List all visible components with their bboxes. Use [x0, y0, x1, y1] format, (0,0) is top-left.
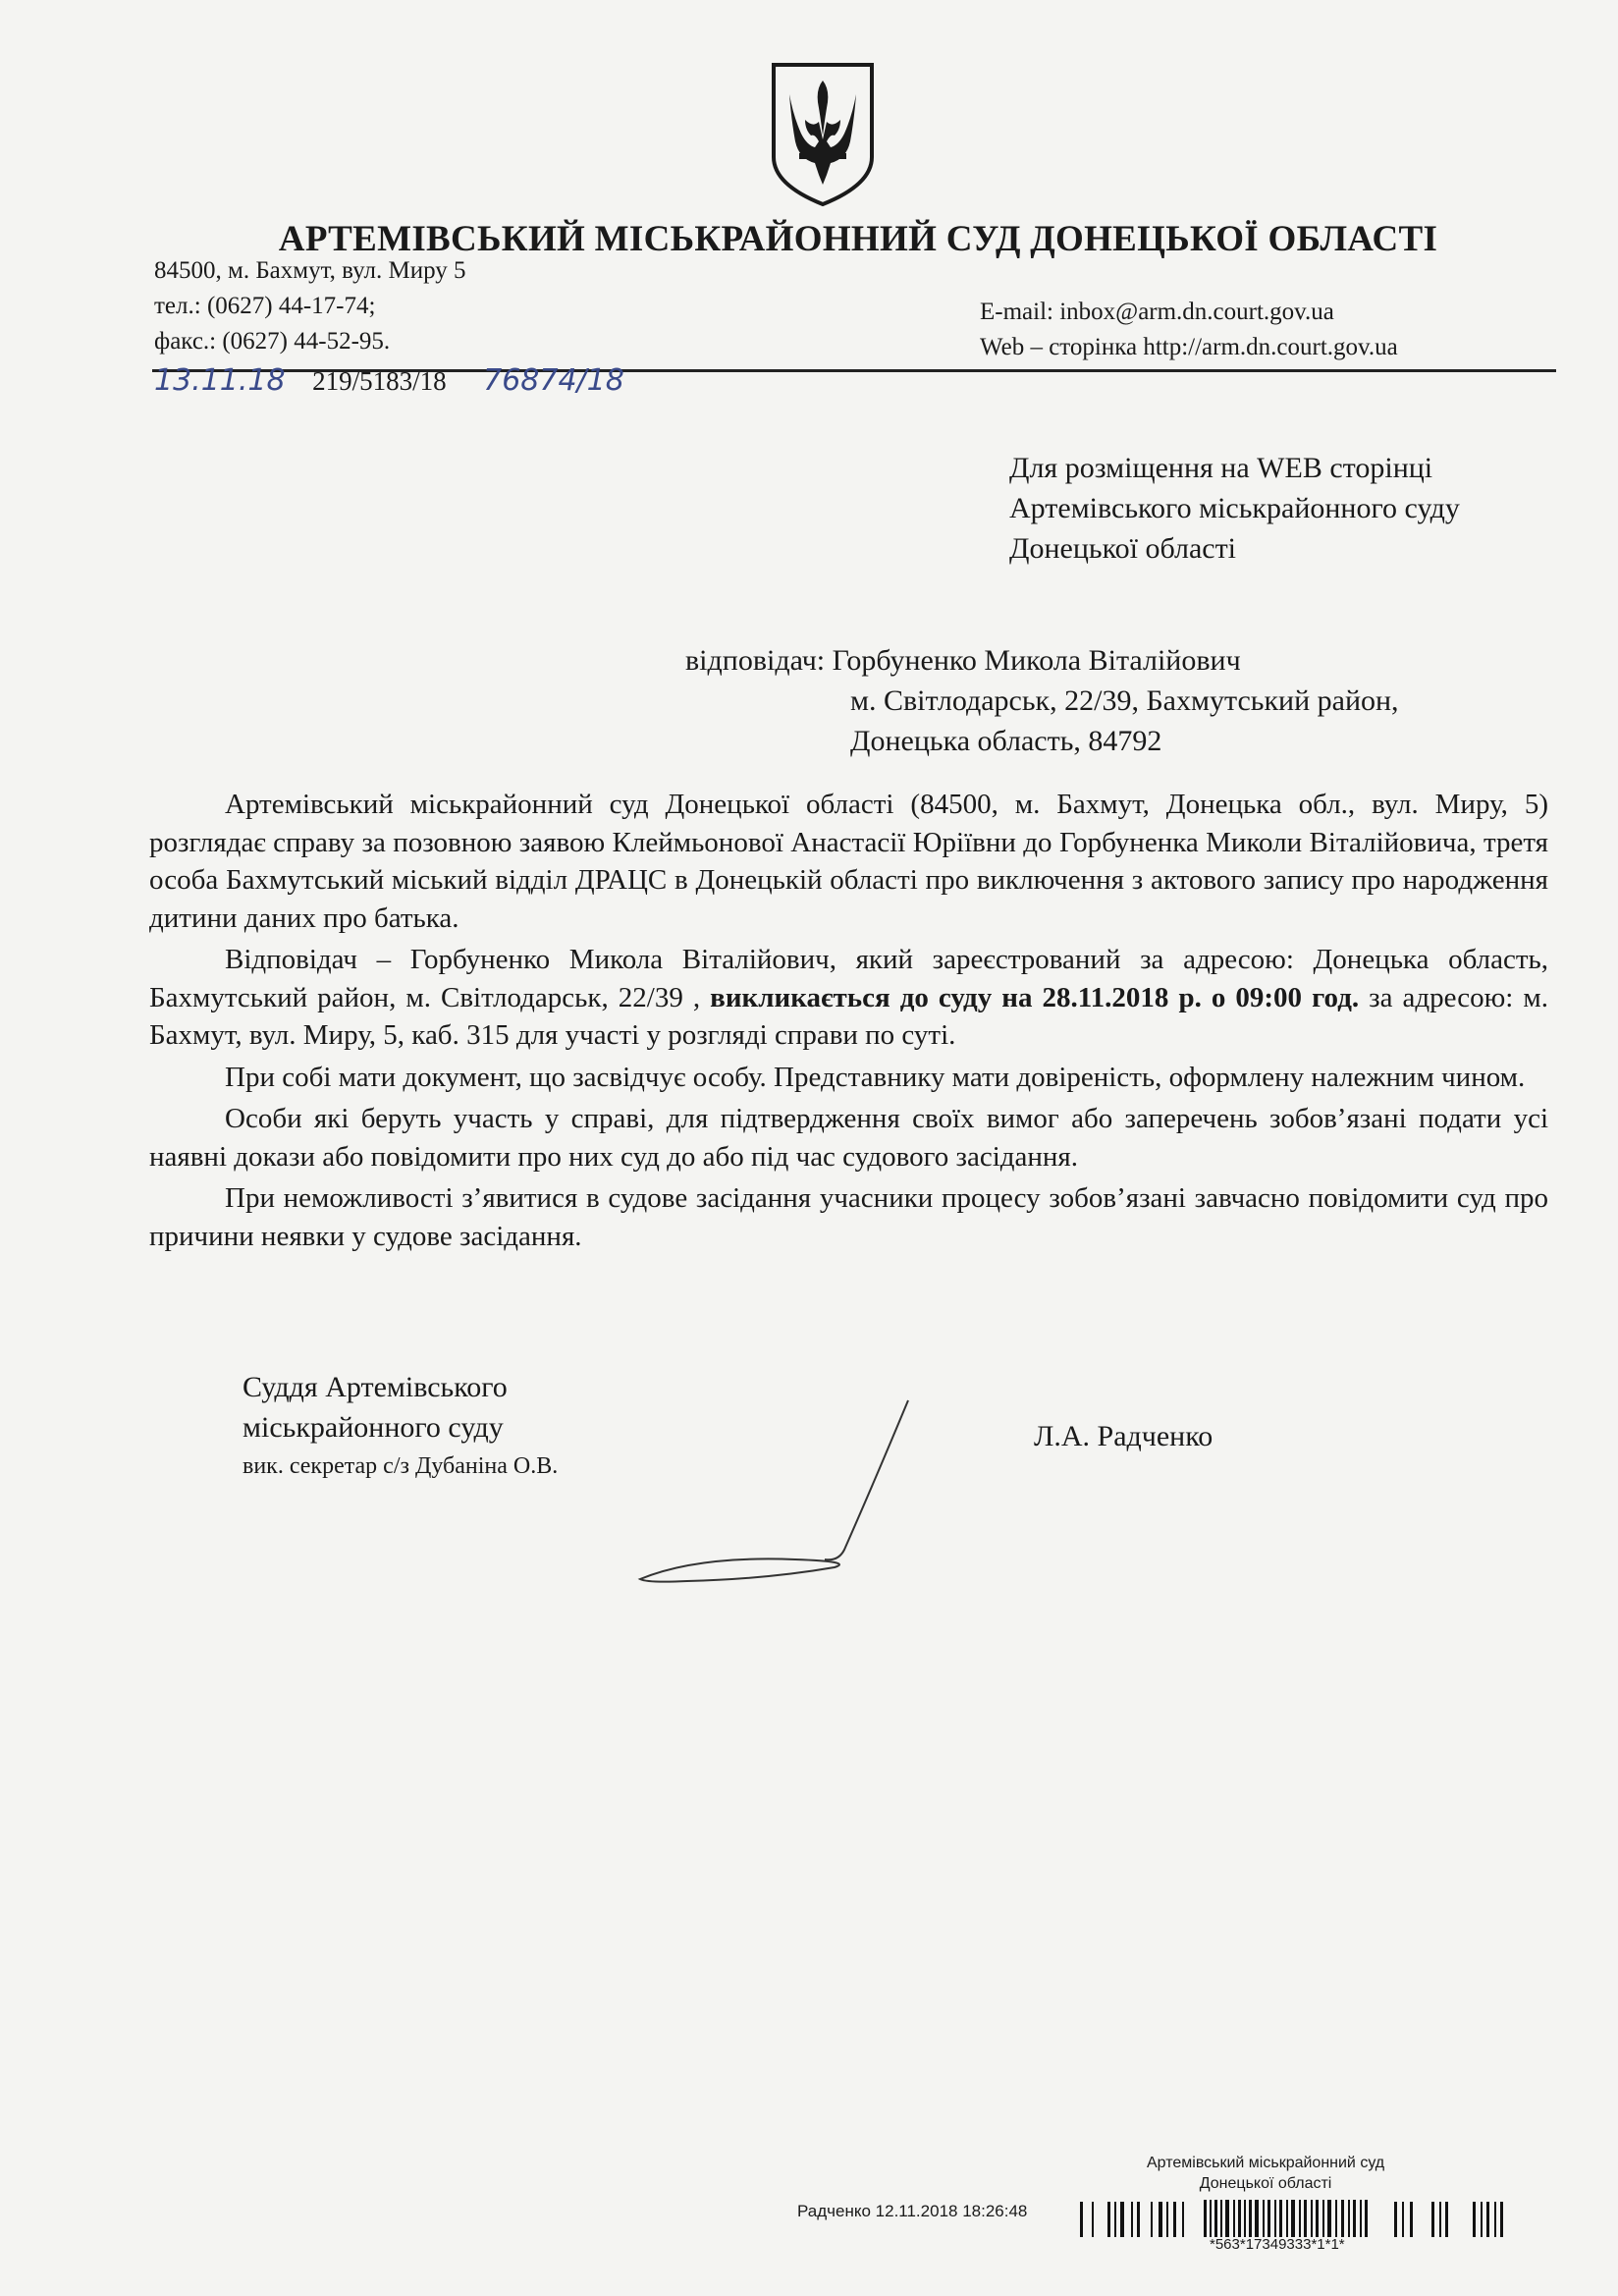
case-number: 219/5183/18: [312, 366, 447, 396]
defendant-block: [685, 640, 1399, 761]
court-email: E-mail: inbox@arm.dn.court.gov.ua: [980, 299, 1334, 325]
judge-title-2: міськрайонного суду: [243, 1411, 504, 1444]
defendant-address-2: Донецька область, 84792: [850, 725, 1162, 757]
handwritten-signature: [628, 1394, 923, 1591]
paragraph-absence: При неможливості з’явитися в судове засідання учасники процесу зобов’язані завчасно повідомити суд про причини неявки у судове засідання.: [149, 1182, 1548, 1252]
recipient-block: [1009, 448, 1460, 569]
stamp-registration: Радченко 12.11.2018 18:26:48: [797, 2202, 1028, 2220]
recipient-line-1: Для розміщення на WEB сторінці: [1009, 452, 1433, 484]
court-web: Web – сторінка http://arm.dn.court.gov.ua: [980, 334, 1398, 360]
paragraph-summons: Відповідач – Горбуненко Микола Віталійович, який зареєстрований за адресою: Донецька область, Бахмутський район, м. Світлодарськ, 22/39 , викликається до суду на 28.11.2018 р. о 09:00 год. за адресою: м. Бахмут, вул. Миру, 5, каб. 315 для участі у розгляді справи по суті.: [149, 944, 1548, 1051]
defendant-label: відповідач:: [685, 644, 826, 677]
judge-name: Л.А. Радченко: [1034, 1420, 1214, 1452]
judge-title-block: [243, 1367, 558, 1485]
stamp-organization: Артемівський міськрайонний суд Донецької області: [1147, 2155, 1385, 2192]
court-address: 84500, м. Бахмут, вул. Миру 5: [154, 257, 466, 284]
recipient-line-3: Донецької області: [1009, 532, 1237, 565]
barcode-icon: [1080, 2196, 1541, 2239]
coat-of-arms-icon: [770, 61, 876, 208]
document-body: [149, 786, 1548, 1255]
registration-line: [154, 363, 624, 398]
court-contacts-left: [154, 253, 466, 359]
court-name: АРТЕМІВСЬКИЙ МІСЬКРАЙОННИЙ СУД ДОНЕЦЬКОЇ ОБЛАСТІ: [278, 219, 1438, 259]
paragraph-case: Артемівський міськрайонний суд Донецької області (84500, м. Бахмут, Донецька обл., вул. Миру, 5) розглядає справу за позовною заявою Клеймьонової Анастасії Юріївни до Горбуненка Миколи Віталійовича, третя особа Бахмутський міський відділ ДРАЦС в Донецькій області про виключення з актового запису про народження дитини даних про батька.: [149, 789, 1548, 934]
handwritten-outgoing-number: 76874/18: [483, 363, 624, 398]
paragraph-documents: При собі мати документ, що засвідчує особу. Представнику мати довіреність, оформлену належним чином.: [225, 1061, 1526, 1093]
defendant-address-1: м. Світлодарськ, 22/39, Бахмутський район,: [850, 684, 1399, 717]
judge-title-1: Суддя Артемівського: [243, 1371, 508, 1403]
court-fax: факс.: (0627) 44-52-95.: [154, 328, 391, 355]
court-phone: тел.: (0627) 44-17-74;: [154, 293, 376, 319]
defendant-name: Горбуненко Микола Віталійович: [832, 644, 1241, 677]
recipient-line-2: Артемівського міськрайонного суду: [1009, 492, 1460, 524]
handwritten-date: 13.11.18: [154, 363, 286, 398]
barcode-number: *563*17349333*1*1*: [1210, 2236, 1345, 2253]
summons-datetime: викликається до суду на 28.11.2018 р. о 09:00 год.: [710, 981, 1360, 1013]
paragraph-evidence: Особи які беруть участь у справі, для підтвердження своїх вимог або заперечень зобов’язані подати усі наявні докази або повідомити про них суд до або під час судового засідання.: [149, 1103, 1548, 1173]
court-contacts-right: [980, 295, 1398, 365]
secretary-note: вик. секретар с/з Дубаніна О.В.: [243, 1453, 559, 1479]
